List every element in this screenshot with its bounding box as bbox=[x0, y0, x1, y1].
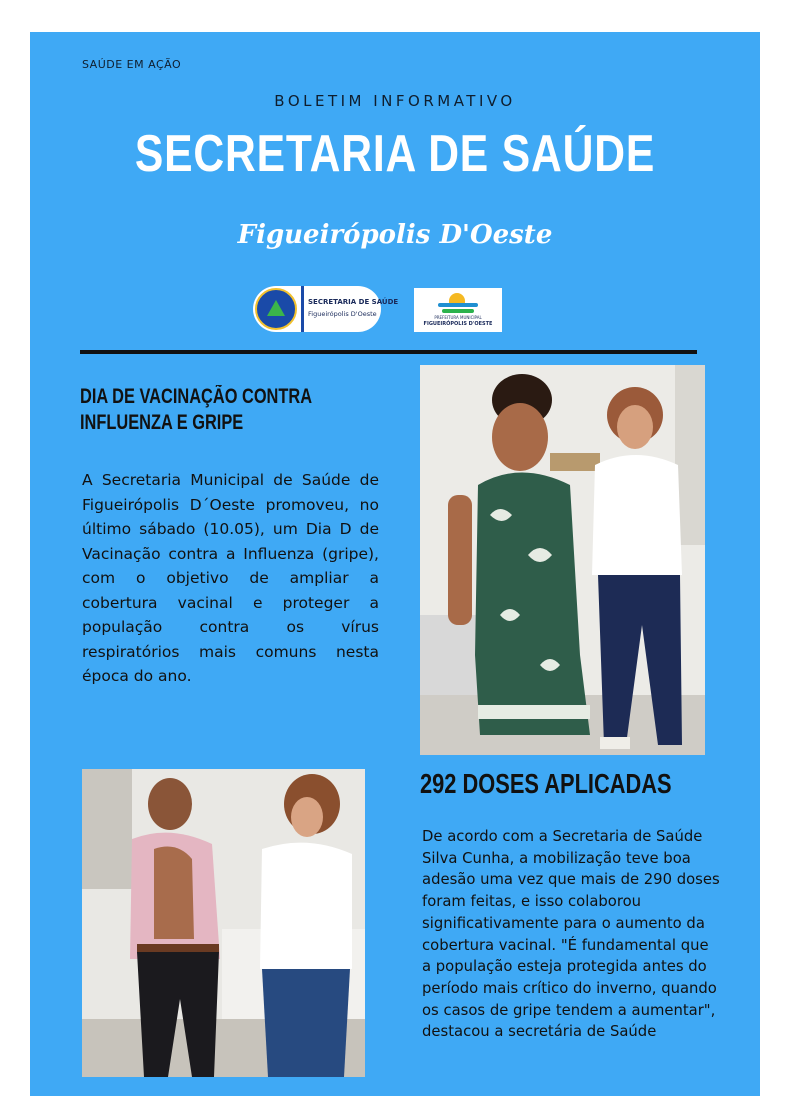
secretaria-logo-title: SECRETARIA DE SAÚDE bbox=[308, 298, 399, 306]
wave-icon bbox=[438, 303, 478, 307]
prefeitura-logo-city: FIGUEIRÓPOLIS D'OESTE bbox=[423, 321, 493, 327]
bulletin-label: BOLETIM INFORMATIVO bbox=[274, 92, 516, 110]
article-body: De acordo com a Secretaria de Saúde Silva Cunha, a mobilização teve boa adesão uma vez que mais de 290 doses foram feitas, e isso colaborou significativamente para o aumento da cobertura vacinal. "É fundamental que a população esteja protegida antes do período mais crítico do inverno, quando os casos de gripe tendem a aumentar", destacou a secretária de Saúde bbox=[422, 828, 720, 1041]
article-body: A Secretaria Municipal de Saúde de Figueirópolis D´Oeste promoveu, no último sábado (10.05), um Dia D de Vacinação contra a Influenza (gripe), com o objetivo de ampliar a cobertura vacinal e proteger a população contra os vírus respiratórios mais comuns nesta época do ano. bbox=[82, 471, 379, 685]
municipal-seal-icon bbox=[255, 288, 297, 330]
sun-icon bbox=[449, 293, 465, 303]
wave-icon bbox=[442, 309, 474, 313]
article-heading: 292 DOSES APLICADAS bbox=[420, 768, 672, 799]
page-title: SECRETARIA DE SAÚDE bbox=[134, 125, 656, 183]
prefeitura-logo-label: PREFEITURA MUNICIPAL bbox=[434, 315, 482, 320]
prefeitura-logo bbox=[414, 288, 502, 332]
city-name: Figueirópolis D'Oeste bbox=[237, 220, 553, 250]
divider bbox=[80, 350, 697, 354]
section-kicker: SAÚDE EM AÇÃO bbox=[82, 58, 182, 71]
vaccination-photo bbox=[82, 769, 365, 1077]
vaccination-photo bbox=[420, 365, 705, 755]
secretaria-logo-subtitle: Figueirópolis D'Oeste bbox=[308, 310, 377, 318]
bulletin-page bbox=[30, 32, 760, 1096]
secretaria-logo bbox=[253, 286, 399, 332]
article-heading: DIA DE VACINAÇÃO CONTRA INFLUENZA E GRIPE bbox=[80, 385, 312, 434]
